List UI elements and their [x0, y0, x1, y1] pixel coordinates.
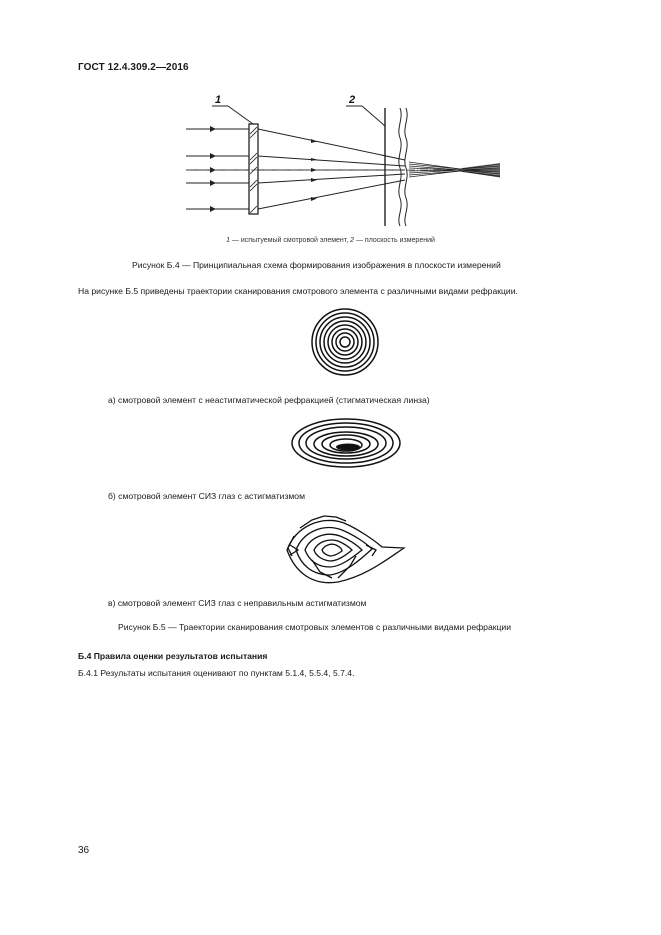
page-number: 36 — [78, 845, 90, 856]
intro-paragraph: На рисунке Б.5 приведены траектории сканирования смотрового элемента с различными видами рефракции. — [78, 286, 518, 296]
spiral-astigmatic — [292, 419, 400, 467]
section-paragraph: Б.4.1 Результаты испытания оценивают по пунктам 5.1.4, 5.5.4, 5.7.4. — [78, 668, 355, 678]
figure-b5-item-b: б) смотровой элемент СИЗ глаз с астигматизмом — [108, 491, 305, 501]
legend-item-1-text: — испытуемый смотровой элемент, — [229, 237, 351, 244]
break-line-right — [405, 108, 407, 226]
arrow-head-5 — [210, 206, 216, 212]
figure-b5-item-c: в) смотровой элемент СИЗ глаз с неправильным астигматизмом — [108, 598, 367, 608]
spiral-irregular — [287, 516, 404, 583]
arrow-head-conv-4 — [311, 178, 317, 182]
legend-item-1-num: 1 — [226, 237, 230, 244]
figure-b4-legend — [0, 237, 661, 244]
callout-2-leader — [362, 106, 385, 126]
callout-2: 2 — [349, 94, 356, 106]
section-title: Б.4 Правила оценки результатов испытания — [78, 651, 268, 661]
break-line-left — [399, 108, 401, 226]
arrow-head-1 — [210, 126, 216, 132]
legend-item-2-num: 2 — [350, 237, 355, 244]
figure-b5-item-a: а) смотровой элемент с неастигматической рефракцией (стигматическая линза) — [108, 395, 430, 405]
arrow-head-2 — [210, 153, 216, 159]
arrow-head-conv-2 — [311, 158, 317, 161]
spiral-stigmatic — [312, 309, 378, 375]
legend-item-2-text: — плоскость измерений — [354, 237, 435, 244]
callout-1-leader — [228, 106, 253, 124]
arrow-head-4 — [210, 180, 216, 186]
figure-b4-caption: Рисунок Б.4 — Принципиальная схема формирования изображения в плоскости измерений — [132, 260, 501, 270]
callout-1: 1 — [215, 94, 222, 106]
document-header: ГОСТ 12.4.309.2—2016 — [78, 62, 189, 73]
spiral-astigmatic-core — [336, 444, 360, 451]
figure-b5-caption: Рисунок Б.5 — Траектории сканирования смотровых элементов с различными видами рефракции — [118, 622, 512, 632]
converging-rays — [258, 129, 405, 209]
focus-bundle-fill — [462, 163, 500, 177]
